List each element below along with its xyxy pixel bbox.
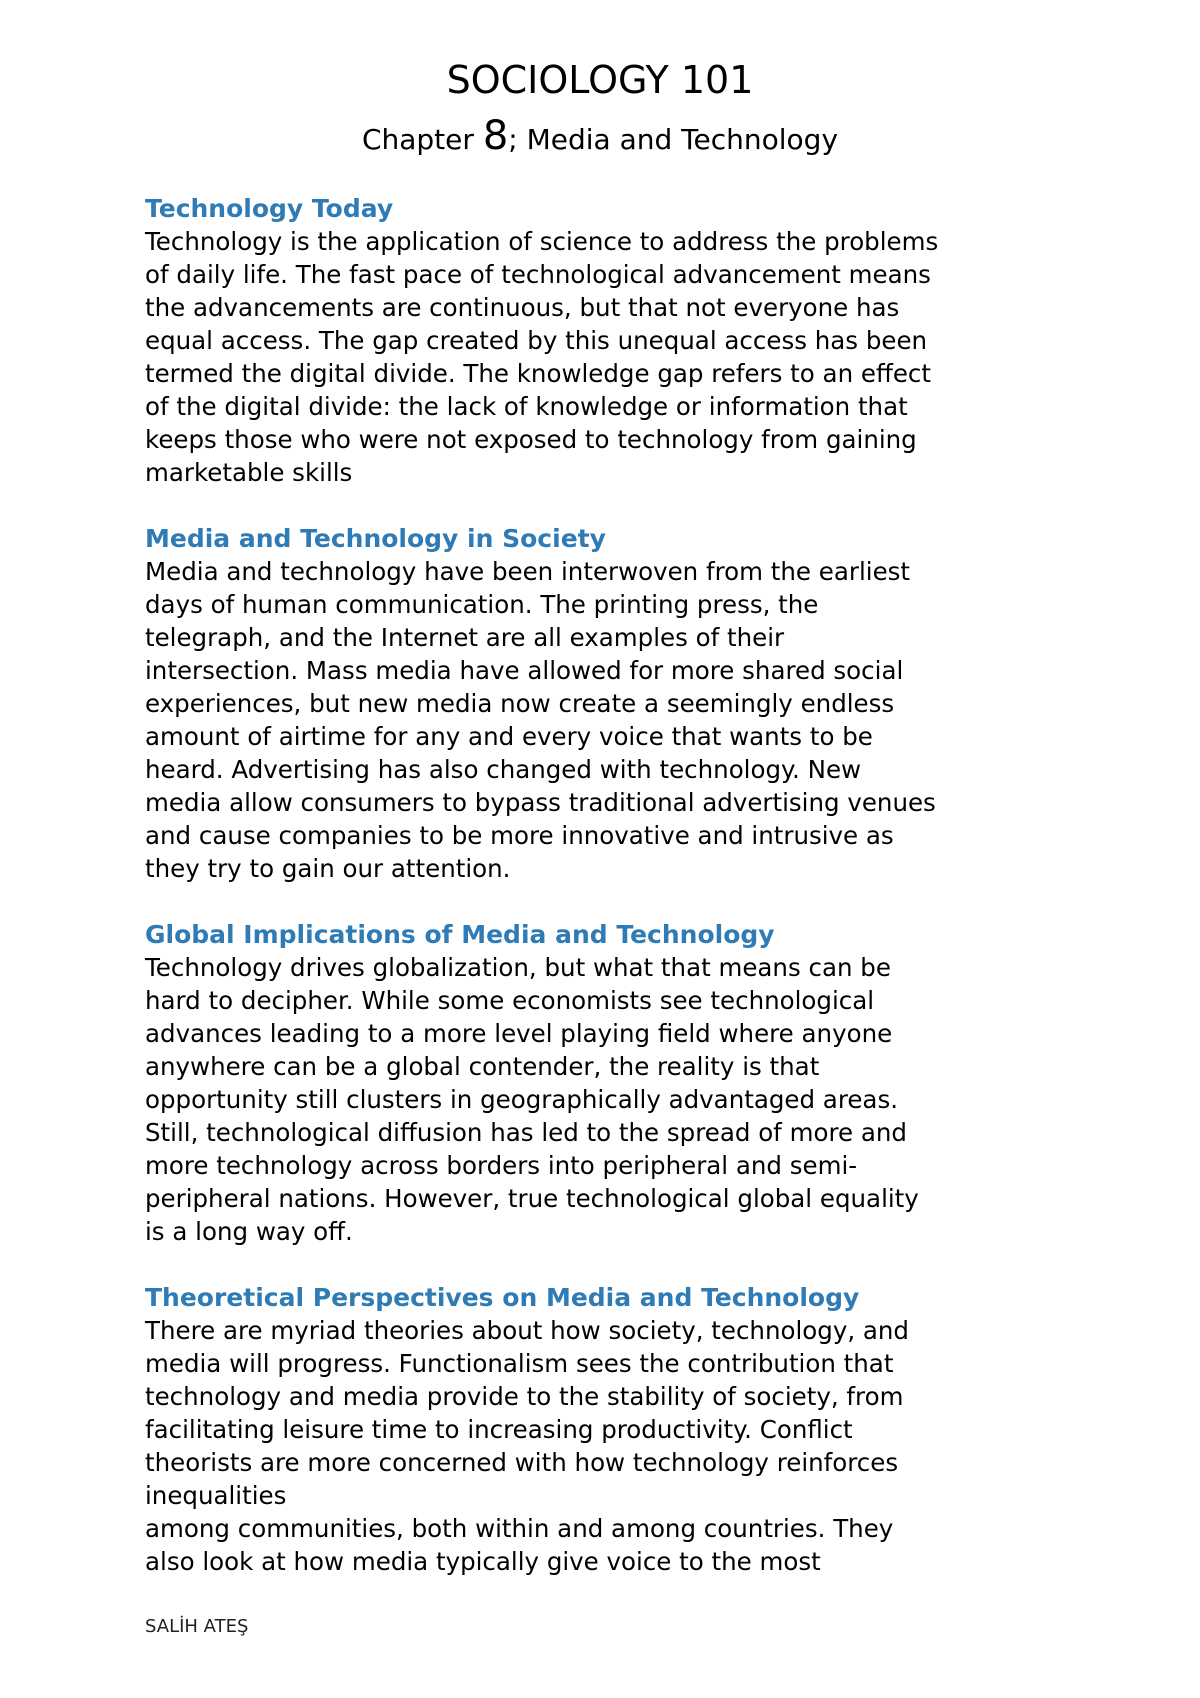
section-theoretical-perspectives (145, 1281, 1085, 1578)
footer-author: SALİH ATEŞ (145, 1616, 249, 1637)
section-body: Media and technology have been interwoven from the earliest days of human communication. The printing press, the telegraph, and the Internet are all examples of their intersection. Mass media have allowed for more shared social experiences, but new media now create a seemingly endless amount of airtime for any and every voice that wants to be heard. Advertising has also changed with technology. New media allow consumers to bypass traditional advertising venues and cause companies to be more innovative and intrusive as they try to gain our attention. (145, 557, 936, 883)
section-heading: Technology Today (145, 194, 394, 223)
section-heading: Global Implications of Media and Technology (145, 920, 775, 949)
section-body: There are myriad theories about how society, technology, and media will progress. Functionalism sees the contribution that technology and media provide to the stability of society, from facilitating leisure time to increasing productivity. Conflict theorists are more concerned with how technology reinforces inequalities among communities, both within and among countries. They also look at how media typically give voice to the most (145, 1316, 909, 1576)
chapter-topic: ; Media and Technology (508, 123, 839, 156)
section-body: Technology is the application of science to address the problems of daily life. The fast pace of technological advancement means the advancements are continuous, but that not everyone has equal access. The gap created by this unequal access has been termed the digital divide. The knowledge gap refers to an effect of the digital divide: the lack of knowledge or information that keeps those who were not exposed to technology from gaining marketable skills (145, 227, 939, 487)
section-media-and-technology-in-society (145, 522, 1085, 885)
document-content (145, 192, 1085, 1611)
section-global-implications (145, 918, 1085, 1248)
chapter-subtitle (0, 112, 1200, 164)
section-technology-today (145, 192, 1085, 489)
section-body: Technology drives globalization, but what that means can be hard to decipher. While some economists see technological advances leading to a more level playing field where anyone anywhere can be a global contender, the reality is that opportunity still clusters in geographically advantaged areas. Still, technological diffusion has led to the spread of more and more technology across borders into peripheral and semi- peripheral nations. However, true technological global equality is a long way off. (145, 953, 919, 1246)
section-heading: Theoretical Perspectives on Media and Technology (145, 1283, 860, 1312)
page-title: SOCIOLOGY 101 (446, 58, 754, 102)
section-heading: Media and Technology in Society (145, 524, 606, 553)
chapter-label: Chapter (361, 123, 483, 156)
chapter-number: 8 (482, 113, 509, 159)
